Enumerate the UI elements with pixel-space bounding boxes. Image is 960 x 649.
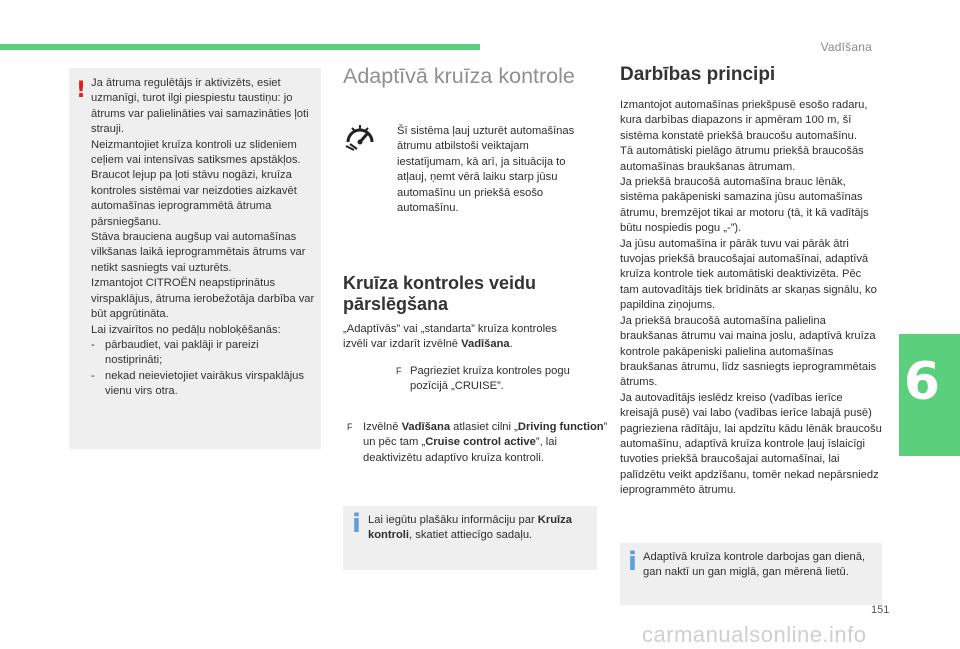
info-span: Lai iegūtu plašāku informāciju par — [368, 514, 538, 526]
step-select-menu — [343, 420, 611, 466]
info-text — [368, 513, 590, 544]
step-text: Izvēlnē — [363, 421, 402, 433]
header-accent-bar — [0, 44, 480, 50]
step-text: atlasiet cilni „ — [450, 421, 518, 433]
section-title: Vadīšana — [820, 40, 872, 54]
bullet-text: pārbaudiet, vai paklāji ir pareizi nostiprināti; — [105, 338, 259, 367]
chapter-number: 6 — [903, 352, 941, 412]
principles-paragraph: Ja priekšā braucošā automašīna brauc lēnāk, sistēma pakāpeniski samazina jūsu automašīnas ātrumu, bremzējot tikai ar motoru (tā, it kā vadītājs būtu nospiedis pogu „-”). — [620, 176, 869, 235]
dash-glyph: - — [91, 338, 95, 351]
info-link-text: Kruīza kontroli — [368, 514, 572, 542]
warning-text — [91, 76, 317, 400]
acc-title: Adaptīvā kruīza kontrole — [343, 64, 575, 88]
switching-text: . — [509, 338, 513, 351]
principles-paragraph: Ja autovadītājs ieslēdz kreiso (vadības ierīce kreisajā pusē) vai labo (vadības ierīce labajā pusē) pagrieziena rādītāju, lai apdzītu kādu lēnāk braucošu automašīnu, adaptīvā kruīza kontrole ļauj īslaicīgi tuvoties priekšā braucošajai automašīnai, lai palīdzētu veikt apdzīšanu, tomēr nekad nepārsniedz ieprogrammēto ātrumu. — [620, 391, 882, 497]
speedometer-icon — [344, 120, 376, 152]
bullet-text: nekad neievietojiet vairākus virspaklājus vienu virs otra. — [105, 369, 304, 398]
step-text: ”, lai deaktivizētu adaptīvo kruīza kontroli. — [363, 436, 557, 464]
page-number: 151 — [871, 604, 890, 616]
info-icon: i — [628, 547, 637, 577]
menu-name: Vadīšana — [401, 421, 451, 433]
step-turn-knob — [396, 364, 610, 395]
option-name: Cruise control active — [425, 436, 536, 449]
switching-title: Kruīza kontroles veidu pārslēgšana — [343, 273, 537, 314]
warning-line: Ja ātruma regulētājs ir aktivizēts, esiet uzmanīgi, turot ilgi piespiestu taustiņu: jo ātrums var palielināties vai samazināties ļoti strauji. — [91, 77, 309, 136]
warning-line: Izmantojot CITROËN neapstiprinātus virspaklājus, ātruma ierobežotāja darbība var būt apgrūtināta. — [91, 277, 315, 321]
warning-line: Lai izvairītos no pedāļu nobloķēšanās: — [91, 323, 281, 336]
info-text: Adaptīvā kruīza kontrole darbojas gan dienā, gan naktī un gan miglā, gan mērenā lietū. — [643, 551, 866, 579]
principles-paragraph: Ja jūsu automašīna ir pārāk tuvu vai pārāk ātri tuvojas priekšā braucošajai automašīnai, adaptīvā kruīza kontrole tiek automātiski deaktivizēta. Pēc tam autovadītājs tiek brīdināts ar skaņas signālu, ko papildina ziņojums. — [620, 237, 877, 312]
principles-paragraph: Tā automātiski pielāgo ātrumu priekšā braucošās automašīnas braukšanas ātrumam. — [620, 145, 864, 173]
principles-text — [620, 98, 882, 499]
switching-text: „Adaptīvās” vai „standarta” kruīza kontroles izvēli var izdarīt izvēlnē — [343, 323, 557, 351]
warning-bullet — [91, 338, 317, 369]
menu-name: Vadīšana — [461, 338, 510, 351]
principles-paragraph: Ja priekšā braucošā automašīna palielina braukšanas ātrumu vai maina joslu, adaptīvā kruīza kontrole pakāpeniski palielina automašīnas braukšanas ātrumu, līdz sasniegts ieprogrammētais ātrums. — [620, 314, 877, 389]
watermark: carmanualsonline.info — [642, 622, 867, 647]
warning-icon: ! — [76, 78, 87, 103]
arrow-bullet-icon: F — [347, 422, 353, 432]
acc-intro: Šī sistēma ļauj uzturēt automašīnas ātrumu atbilstoši veiktajam iestatījumam, kā arī, ja situācija to atļauj, ņemt vērā laiku starp jūsu automašīnu un priekšā esošo automašīnu. — [397, 125, 575, 215]
dash-glyph: - — [91, 369, 95, 382]
arrow-bullet-icon: F — [396, 366, 402, 376]
warning-line: Braucot lejup pa ļoti stāvu nogāzi, kruīza kontroles sistēmai var neizdoties aizkavēt automašīnas ieprogrammētā ātruma pārsniegšanu. — [91, 169, 297, 228]
info-icon: i — [352, 509, 361, 539]
principles-title: Darbības principi — [620, 64, 776, 85]
tab-name: Driving function — [517, 421, 604, 433]
warning-line: Stāva brauciena augšup vai automašīnas vilkšanas laikā ieprogrammētais ātrums var netikt sasniegts vai uzturēts. — [91, 231, 306, 274]
step-text: ” un pēc tam „ — [363, 421, 608, 449]
warning-line: Neizmantojiet kruīza kontroli uz slideniem ceļiem vai intensīvas satiksmes apstākļos. — [91, 138, 301, 167]
principles-paragraph: Izmantojot automašīnas priekšpusē esošo radaru, kura darbības diapazons ir apmēram 100 m, šī sistēma konstatē priekšā braucošu automašīnu. — [620, 99, 868, 142]
warning-bullet — [91, 369, 317, 400]
switching-paragraph — [343, 322, 583, 353]
info-span: , skatiet attiecīgo sadaļu. — [409, 529, 533, 542]
step-text: Pagrieziet kruīza kontroles pogu pozīcijā „CRUISE”. — [410, 365, 570, 393]
